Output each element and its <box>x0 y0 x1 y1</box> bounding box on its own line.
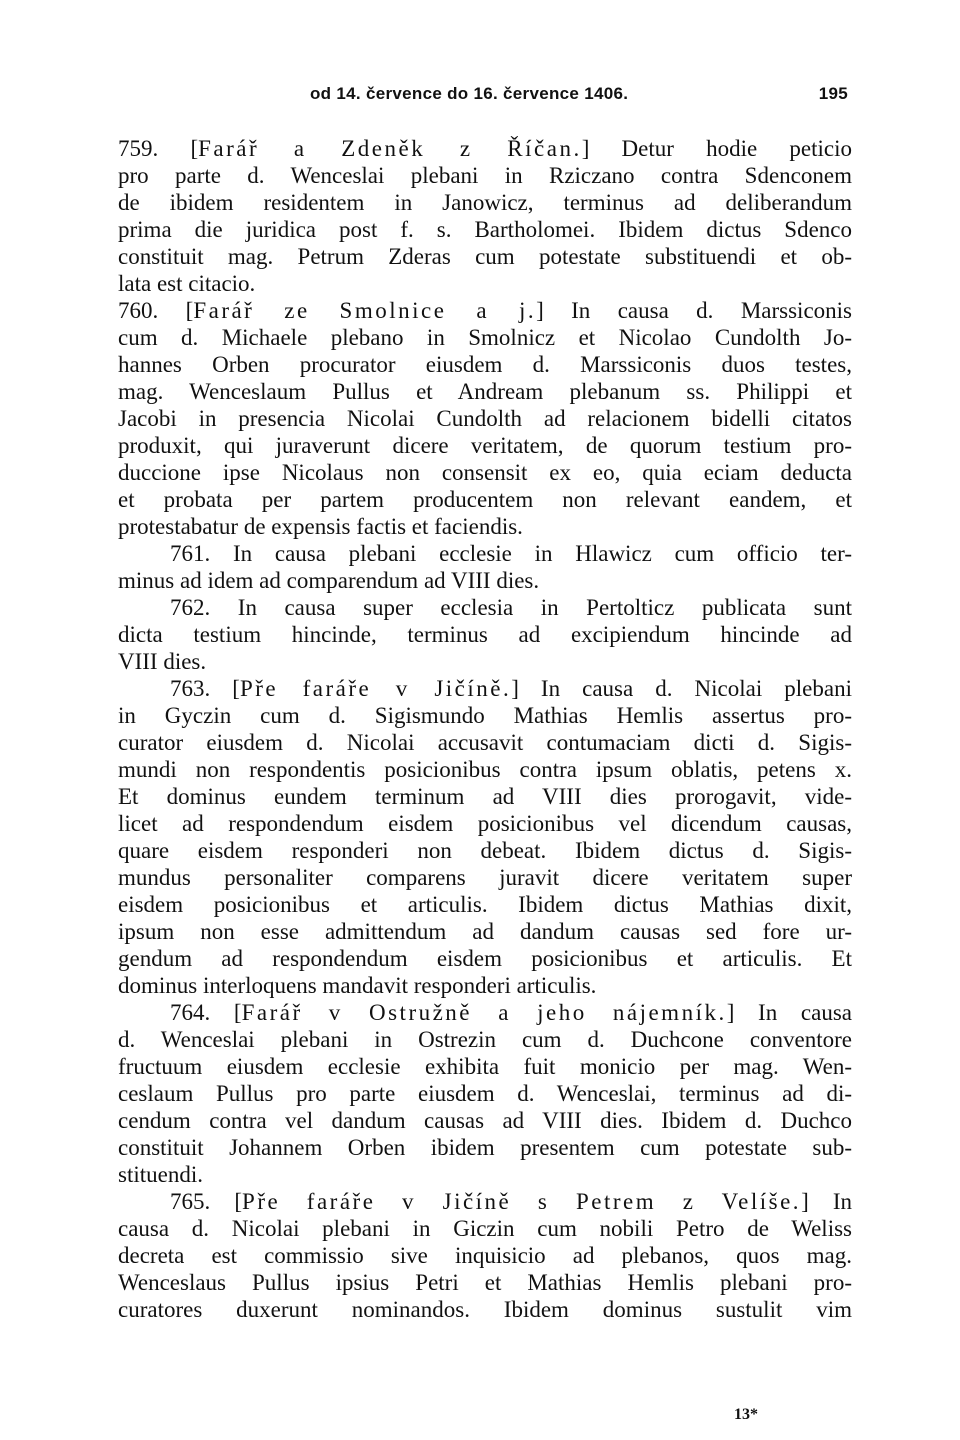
entry-heading: Farář a Zdeněk z Říčan. <box>198 136 582 161</box>
body-text <box>118 135 852 1323</box>
text-line: stituendi. <box>118 1162 203 1187</box>
entry-number: 760. [ <box>118 298 194 323</box>
text-line: minus ad idem ad comparendum ad VIII dies. <box>118 568 540 593</box>
text-line: in Gyczin cum d. Sigismundo Mathias Hemlis assertus pro- <box>118 703 852 728</box>
text-line: et probata per partem producentem non relevant eandem, et <box>118 487 852 512</box>
entry-heading: Pře faráře v Jičíně. <box>239 676 512 701</box>
text-line: cum d. Michaele plebano in Smolnicz et Nicolao Cundolth Jo- <box>118 325 852 350</box>
entry-heading: Farář v Ostružně a jeho nájemník. <box>241 1000 727 1025</box>
text-line: curator eiusdem d. Nicolai accusavit contumaciam dicti d. Sigis- <box>118 730 852 755</box>
entry-text: ] In causa d. Marssiconis <box>536 298 852 323</box>
text-line: duccione ipse Nicolaus non consensit ex eo, quia eciam deducta <box>118 460 852 485</box>
text-line: cendum contra vel dandum causas ad VIII dies. Ibidem d. Duchco <box>118 1108 852 1133</box>
text-line: d. Wenceslai plebani in Ostrezin cum d. Duchcone conventore <box>118 1027 852 1052</box>
entry-heading: Pře faráře v Jičíně s Petrem z Velíše. <box>242 1189 802 1214</box>
text-line <box>118 297 852 324</box>
entry-number: 764. [ <box>170 1000 242 1025</box>
text-line: curatores duxerunt nominandos. Ibidem dominus sustulit vim <box>118 1297 852 1322</box>
text-line: gendum ad respondendum eisdem posicionibus et articulis. Et <box>118 946 852 971</box>
text-line: constituit mag. Petrum Zderas cum potestate substituendi et ob- <box>118 244 852 269</box>
text-line: produxit, qui juraverunt dicere veritatem, de quorum testium pro- <box>118 433 852 458</box>
signature-mark: 13* <box>734 1406 758 1423</box>
text-line: 761. In causa plebani ecclesie in Hlawicz cum officio ter- <box>170 541 852 566</box>
text-line: dicta testium hincinde, terminus ad excipiendum hincinde ad <box>118 622 852 647</box>
text-line: Et dominus eundem terminum ad VIII dies prorogavit, vide- <box>118 784 852 809</box>
entry-number: 759. [ <box>118 136 199 161</box>
text-line: Wenceslaus Pullus ipsius Petri et Mathias Hemlis plebani pro- <box>118 1270 852 1295</box>
text-line: hannes Orben procurator eiusdem d. Marssiconis duos testes, <box>118 352 852 377</box>
entry-number: 763. [ <box>170 676 240 701</box>
text-line: ceslaum Pullus pro parte eiusdem d. Wenceslai, terminus ad di- <box>118 1081 852 1106</box>
text-line <box>118 1188 852 1215</box>
entry-text: ] Detur hodie peticio <box>581 136 852 161</box>
text-line: prima die juridica post f. s. Bartholomei. Ibidem dictus Sdenco <box>118 217 852 242</box>
text-line: causa d. Nicolai plebani in Giczin cum nobili Petro de Weliss <box>118 1216 852 1241</box>
entry-heading: Farář ze Smolnice a j. <box>193 298 537 323</box>
text-line: licet ad respondendum eisdem posicionibus vel dicendum causas, <box>118 811 852 836</box>
text-line: fructuum eiusdem ecclesie exhibita fuit monicio per mag. Wen- <box>118 1054 852 1079</box>
text-line <box>118 999 852 1026</box>
text-line: decreta est commissio sive inquisicio ad plebanos, quos mag. <box>118 1243 852 1268</box>
page-number: 195 <box>818 84 848 103</box>
text-line: de ibidem residentem in Janowicz, terminus ad deliberandum <box>118 190 852 215</box>
entry-text: ] In <box>801 1189 852 1214</box>
text-line: lata est citacio. <box>118 271 256 296</box>
text-line <box>118 135 852 162</box>
text-line: pro parte d. Wenceslai plebani in Rziczano contra Sdenconem <box>118 163 852 188</box>
text-line: constituit Johannem Orben ibidem presentem cum potestate sub- <box>118 1135 852 1160</box>
text-line: 762. In causa super ecclesia in Pertolticz publicata sunt <box>170 595 852 620</box>
entry-text: ] In causa d. Nicolai plebani <box>511 676 852 701</box>
text-line: VIII dies. <box>118 649 207 674</box>
text-line <box>118 675 852 702</box>
text-line: dominus interloquens mandavit responderi articulis. <box>118 973 597 998</box>
entry-number: 765. [ <box>170 1189 243 1214</box>
text-line: quare eisdem responderi non debeat. Ibidem dictus d. Sigis- <box>118 838 852 863</box>
entry-text: ] In causa <box>726 1000 852 1025</box>
text-line: mag. Wenceslaum Pullus et Andream plebanum ss. Philippi et <box>118 379 852 404</box>
text-line: ipsum non esse admittendum ad dandum causas sed fore ur- <box>118 919 852 944</box>
running-head: od 14. července do 16. července 1406. <box>310 84 629 103</box>
text-line: mundus personaliter comparens juravit dicere veritatem super <box>118 865 852 890</box>
text-line: protestabatur de expensis factis et faciendis. <box>118 514 523 539</box>
text-line: eisdem posicionibus et articulis. Ibidem dictus Mathias dixit, <box>118 892 852 917</box>
text-line: mundi non respondentis posicionibus contra ipsum oblatis, petens x. <box>118 757 852 782</box>
text-line: Jacobi in presencia Nicolai Cundolth ad relacionem bidelli citatos <box>118 406 852 431</box>
